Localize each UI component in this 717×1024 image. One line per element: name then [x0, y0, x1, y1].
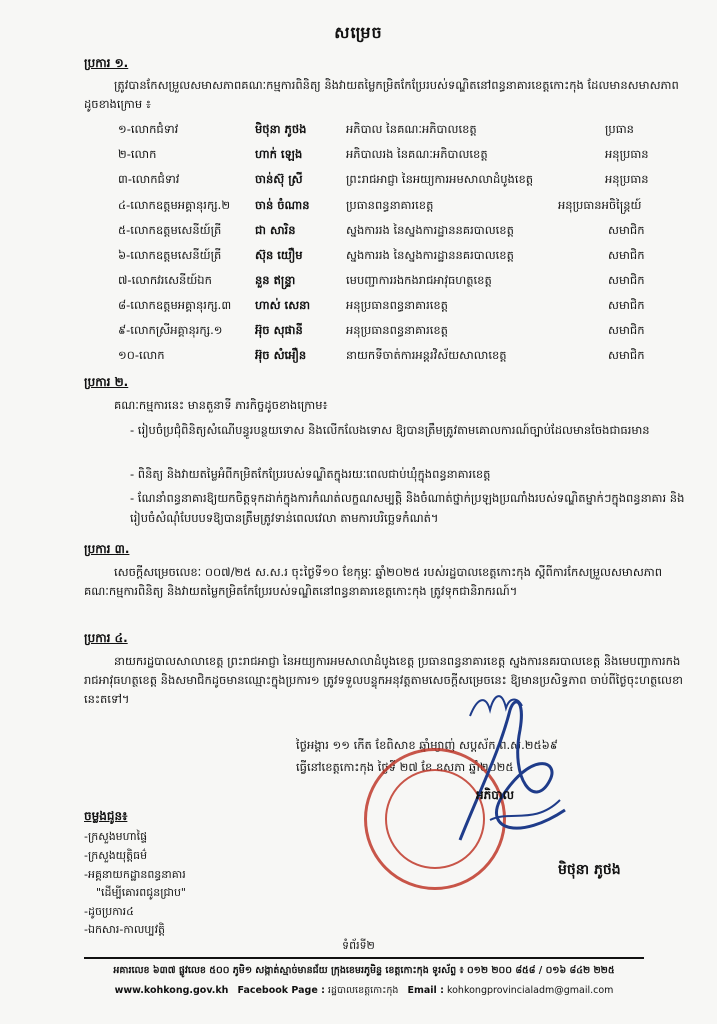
footer-contacts [84, 984, 644, 998]
member-name: អ៊ុច សុផានី [255, 323, 303, 337]
footer-facebook-link[interactable]: រដ្ឋបាលខេត្តកោះកុង [327, 985, 399, 996]
member-position: ព្រះរាជអាជ្ញា នៃអយ្យការអមសាលាដំបូងខេត្ត [346, 172, 534, 186]
article-2-heading: ប្រការ ២. [84, 375, 129, 389]
member-row [118, 244, 688, 266]
member-name: ហាស់ សេនា [255, 298, 311, 312]
member-row [118, 319, 688, 341]
article-1-text: ត្រូវបានកែសម្រួលសមាសភាពគណៈកម្មការពិនិត្យ និងវាយតម្លៃកម្រិតកែប្រែរបស់ទណ្ឌិតនៅពន្ធនាគារខេត្តកោះកុង ដែលមានសមាសភាពដូចខាងក្រោម ៖ [84, 78, 679, 111]
member-role: អនុប្រធាន [605, 147, 649, 161]
member-position: អភិបាល នៃគណៈអភិបាលខេត្ត [346, 122, 477, 136]
member-row [118, 168, 688, 190]
cc-heading: ចម្លងជូន៖ [84, 809, 128, 823]
member-role: សមាជិក [608, 223, 645, 237]
footer-website-link[interactable]: www.kohkong.gov.kh [114, 985, 229, 996]
member-role: សមាជិក [608, 323, 645, 337]
signer-name: មិថុនា ភូថង [558, 862, 621, 878]
member-role: អនុប្រធាន [605, 172, 649, 186]
member-row [118, 294, 688, 316]
footer-facebook-label: Facebook Page : [237, 985, 325, 996]
member-role: សមាជិក [608, 298, 645, 312]
footer-address: អគារលេខ ៦៣៧ ផ្លូវលេខ ៥០០ ភូមិ១ សង្កាត់ស្មាច់មានជ័យ ក្រុងខេមរភូមិន្ទ ខេត្តកោះកុង ទូរស័ព្ទ ៖ ០១២ ២០០ ៨៥៨ / ០១៦ ៨៤២ ២២៥ [113, 965, 615, 976]
member-role: សមាជិក [608, 273, 645, 287]
signer-title: អភិបាល [476, 788, 515, 802]
article-2-text: គណៈកម្មការនេះ មានតួនាទី ភារកិច្ចដូចខាងក្រោម៖ [114, 398, 328, 412]
member-title: ៤-លោកឧត្តមអគ្គានុរក្ស.២ [118, 198, 231, 212]
member-row [118, 118, 688, 140]
member-role: សមាជិក [608, 248, 645, 262]
footer-email-link[interactable]: kohkongprovincialadm@gmail.com [446, 985, 614, 996]
member-title: ១០-លោក [118, 348, 165, 362]
member-position: អនុប្រធានពន្ធនាគារខេត្ត [346, 298, 448, 312]
member-position: មេបញ្ជាការរងកងរាជអាវុធហត្ថខេត្ត [346, 273, 492, 287]
duty-item: - រៀបចំប្រជុំពិនិត្យសំណើបន្ធូរបន្ថយទោស និងលើកលែងទោស ឱ្យបានត្រឹមត្រូវតាមគោលការណ៍ច្បាប់ដែលមានចែងជាធរមាន [130, 423, 650, 437]
member-title: ៨-លោកឧត្តមអគ្គានុរក្ស.៣ [118, 298, 232, 312]
member-title: ៥-លោកឧត្តមសេនីយ៍ត្រី [118, 223, 222, 237]
place-date-line: ធ្វើនៅខេត្តកោះកុង ថ្ងៃទី ២៧ ខែ ឧសភា ឆ្នាំ២០២៥ [296, 760, 514, 774]
member-row [118, 269, 688, 291]
member-position: ស្នងការរង នៃស្នងការដ្ឋាននគរបាលខេត្ត [346, 248, 514, 262]
member-row [118, 219, 688, 241]
member-name: ហាក់ ឡេង [255, 147, 303, 161]
member-title: ១-លោកជំទាវ [118, 122, 179, 136]
member-name: ចាន់ ចំណាន [255, 198, 310, 212]
member-position: នាយកទីចាត់ការអន្តរវិស័យសាលាខេត្ត [346, 348, 507, 362]
page-number: ទំព័រទី២ [342, 939, 375, 952]
footer-divider [84, 957, 644, 959]
member-name: ជា សារិន [255, 223, 296, 237]
member-position: អនុប្រធានពន្ធនាគារខេត្ត [346, 323, 448, 337]
article-3-text: សេចក្តីសម្រេចលេខៈ ០០៧/២៥ ស.ស.រ ចុះថ្ងៃទី១០ ខែកុម្ភៈ ឆ្នាំ២០២៥ របស់រដ្ឋបាលខេត្តកោះកុង ស្តីពីការកែសម្រួលសមាសភាពគណៈកម្មការពិនិត្យ និងវាយតម្លៃកម្រិតកែប្រែរបស់ទណ្ឌិតនៅពន្ធនាគារខេត្តកោះកុង ត្រូវទុកជានិរាករណ៍។ [84, 565, 663, 598]
member-name: ស៊ុន យឿម [255, 248, 303, 262]
article-4-heading: ប្រការ ៤. [84, 631, 128, 645]
member-role: សមាជិក [608, 348, 645, 362]
article-1-heading: ប្រការ ១. [84, 56, 129, 70]
member-row [118, 344, 688, 366]
member-title: ៧-លោកវរសេនីយ៍ឯក [118, 273, 212, 287]
footer-email-label: Email : [407, 985, 444, 996]
cc-item: -ក្រសួងយុត្តិធម៌ [84, 849, 148, 862]
member-role: ប្រធាន [605, 122, 634, 136]
duty-item: - ពិនិត្យ និងវាយតម្លៃអំពីកម្រិតកែប្រែរបស់ទណ្ឌិតក្នុងរយៈពេលជាប់ឃុំក្នុងពន្ធនាគារខេត្ត [130, 467, 491, 481]
member-title: ៩-លោកស្រីអគ្គានុរក្ស.១ [118, 323, 223, 337]
decision-title: សម្រេច [334, 23, 383, 42]
member-name: មិថុនា ភូថង [255, 122, 307, 136]
member-title: ៦-លោកឧត្តមសេនីយ៍ត្រី [118, 248, 222, 262]
cc-item: -ឯកសារ-កាលប្បវត្តិ [84, 923, 166, 936]
member-role: អនុប្រធានអចិន្ត្រៃយ៍ [558, 198, 642, 212]
member-name: នួន ឥន្ទ្រា [255, 273, 296, 287]
member-name: ចាន់ស៊ុ ស្រី [255, 172, 303, 186]
member-title: ៣-លោកជំទាវ [118, 172, 180, 186]
cc-item: -អគ្គនាយកដ្ឋានពន្ធនាគារ [84, 868, 186, 881]
member-position: ស្នងការរង នៃស្នងការដ្ឋាននគរបាលខេត្ត [346, 223, 514, 237]
cc-item: "ដើម្បីគោរពជូនជ្រាប" [96, 886, 186, 899]
member-row [118, 143, 688, 165]
cc-item: -ដូចប្រការ៤ [84, 905, 134, 918]
member-position: ប្រធានពន្ធនាគារខេត្ត [346, 198, 434, 212]
member-name: អ៊ុច សំអឿន [255, 348, 307, 362]
member-position: អភិបាលរង នៃគណៈអភិបាលខេត្ត [346, 147, 488, 161]
cc-item: -ក្រសួងមហាផ្ទៃ [84, 830, 148, 843]
lunar-date-line: ថ្ងៃអង្គារ ១១ កើត ខែពិសាខ ឆ្នាំម្សាញ់ សប្តស័ក ព.ស.២៥៦៩ [296, 738, 558, 752]
article-4-text: នាយករដ្ឋបាលសាលាខេត្ត ព្រះរាជអាជ្ញា នៃអយ្យការអមសាលាដំបូងខេត្ត ប្រធានពន្ធនាគារខេត្ត ស្នងការនគរបាលខេត្ត និងមេបញ្ជាការកងរាជអាវុធហត្ថខេត្ត និងសមាជិកដូចមានឈ្មោះក្នុងប្រការ១ ត្រូវទទួលបន្ទុកអនុវត្តតាមសេចក្តីសម្រេចនេះ ឱ្យមានប្រសិទ្ធភាព ចាប់ពីថ្ងៃចុះហត្ថលេខានេះតទៅ។ [84, 654, 683, 706]
member-row [118, 194, 688, 216]
member-title: ២-លោក [118, 147, 157, 161]
article-3-heading: ប្រការ ៣. [84, 542, 130, 556]
duty-item: - ណែនាំពន្ធនាគារឱ្យយកចិត្តទុកដាក់ក្នុងការកំណត់លក្ខណសម្បត្តិ និងចំណាត់ថ្នាក់ប្រឡងប្រណាំងរបស់ទណ្ឌិតម្នាក់ៗក្នុងពន្ធនាគារ និងរៀបចំសំណុំបែបបទឱ្យបានត្រឹមត្រូវទាន់ពេលវេលា តាមការបរិច្ឆេទកំណត់។ [130, 491, 685, 525]
initial-mark-icon [468, 686, 524, 722]
